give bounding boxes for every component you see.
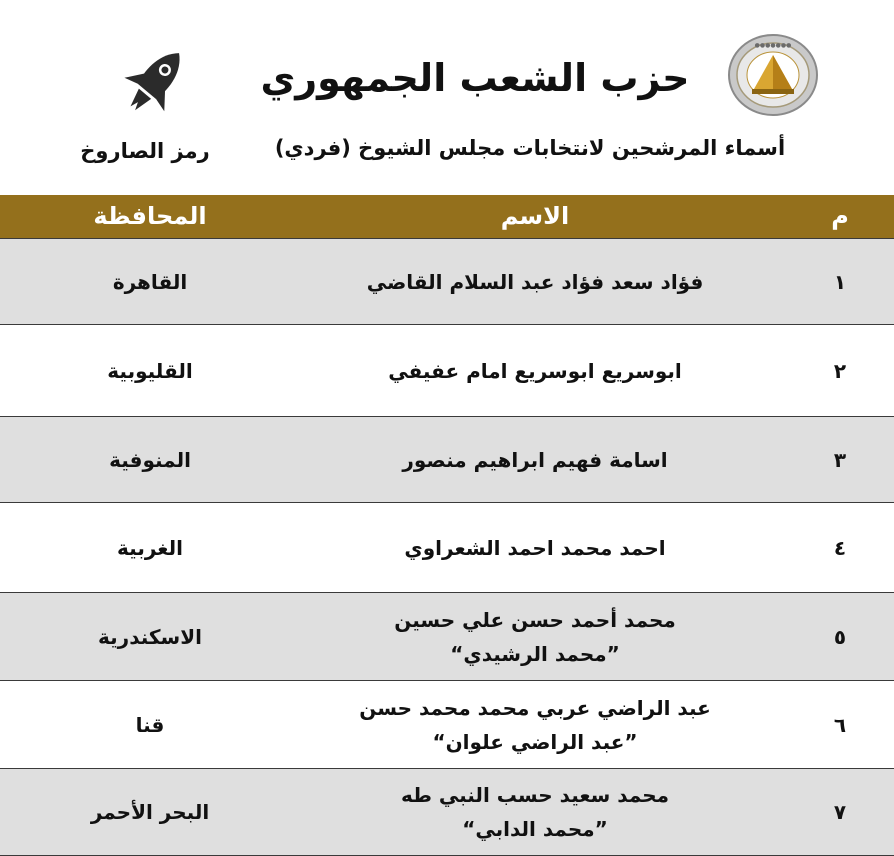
governorate: المنوفية	[109, 447, 191, 472]
candidate-name	[300, 239, 770, 324]
candidate-name	[300, 769, 770, 855]
governorate: القليوبية	[107, 358, 193, 383]
row-number: ٦	[833, 712, 847, 737]
table-row	[0, 238, 894, 324]
table-row	[0, 502, 894, 592]
table-row	[0, 592, 894, 680]
party-name: حزب الشعب الجمهوري	[260, 56, 690, 100]
candidates-table	[0, 195, 894, 856]
candidate-full-name: عبد الراضي عربي محمد محمد حسن	[359, 695, 711, 720]
candidate-alias: ”محمد الرشيدي“	[450, 641, 620, 666]
row-number: ٣	[833, 447, 847, 472]
table-row	[0, 416, 894, 502]
column-header-governorate: المحافظة	[93, 202, 207, 230]
governorate: البحر الأحمر	[90, 800, 210, 824]
candidate-name	[300, 325, 770, 416]
rocket-icon	[110, 42, 198, 124]
column-header-name: الاسم	[500, 202, 570, 230]
svg-text:●●●●●●●: ●●●●●●●	[754, 42, 792, 49]
governorate: قنا	[135, 712, 165, 737]
page-header	[0, 0, 894, 195]
row-number: ٥	[833, 624, 847, 649]
table-row	[0, 324, 894, 416]
candidate-alias: ”محمد الدابي“	[462, 817, 608, 841]
candidate-full-name: محمد سعيد حسب النبي طه	[400, 783, 670, 807]
table-header	[0, 195, 894, 238]
candidate-name	[300, 593, 770, 680]
candidate-full-name: ابوسريع ابوسريع امام عفيفي	[388, 358, 682, 383]
candidate-name	[300, 681, 770, 768]
column-header-number: م	[831, 202, 849, 230]
symbol-label: رمز الصاروخ	[80, 139, 210, 163]
governorate: الاسكندرية	[98, 624, 202, 649]
row-number: ٤	[833, 535, 847, 560]
row-number: ١	[833, 269, 847, 294]
candidate-name	[300, 417, 770, 502]
candidate-full-name: احمد محمد احمد الشعراوي	[404, 535, 666, 560]
governorate: القاهرة	[112, 269, 188, 294]
table-row	[0, 680, 894, 768]
candidate-full-name: فؤاد سعد فؤاد عبد السلام القاضي	[366, 269, 704, 294]
row-number: ٢	[833, 358, 847, 383]
candidate-full-name: اسامة فهيم ابراهيم منصور	[402, 447, 668, 472]
table-row	[0, 768, 894, 856]
row-number: ٧	[833, 800, 847, 824]
candidate-full-name: محمد أحمد حسن علي حسين	[394, 607, 676, 632]
list-subtitle: أسماء المرشحين لانتخابات مجلس الشيوخ (فردي)	[274, 136, 786, 160]
candidate-alias: ”عبد الراضي علوان“	[432, 729, 638, 754]
governorate: الغربية	[117, 535, 183, 560]
party-seal-icon	[726, 33, 820, 117]
candidate-name	[300, 503, 770, 592]
